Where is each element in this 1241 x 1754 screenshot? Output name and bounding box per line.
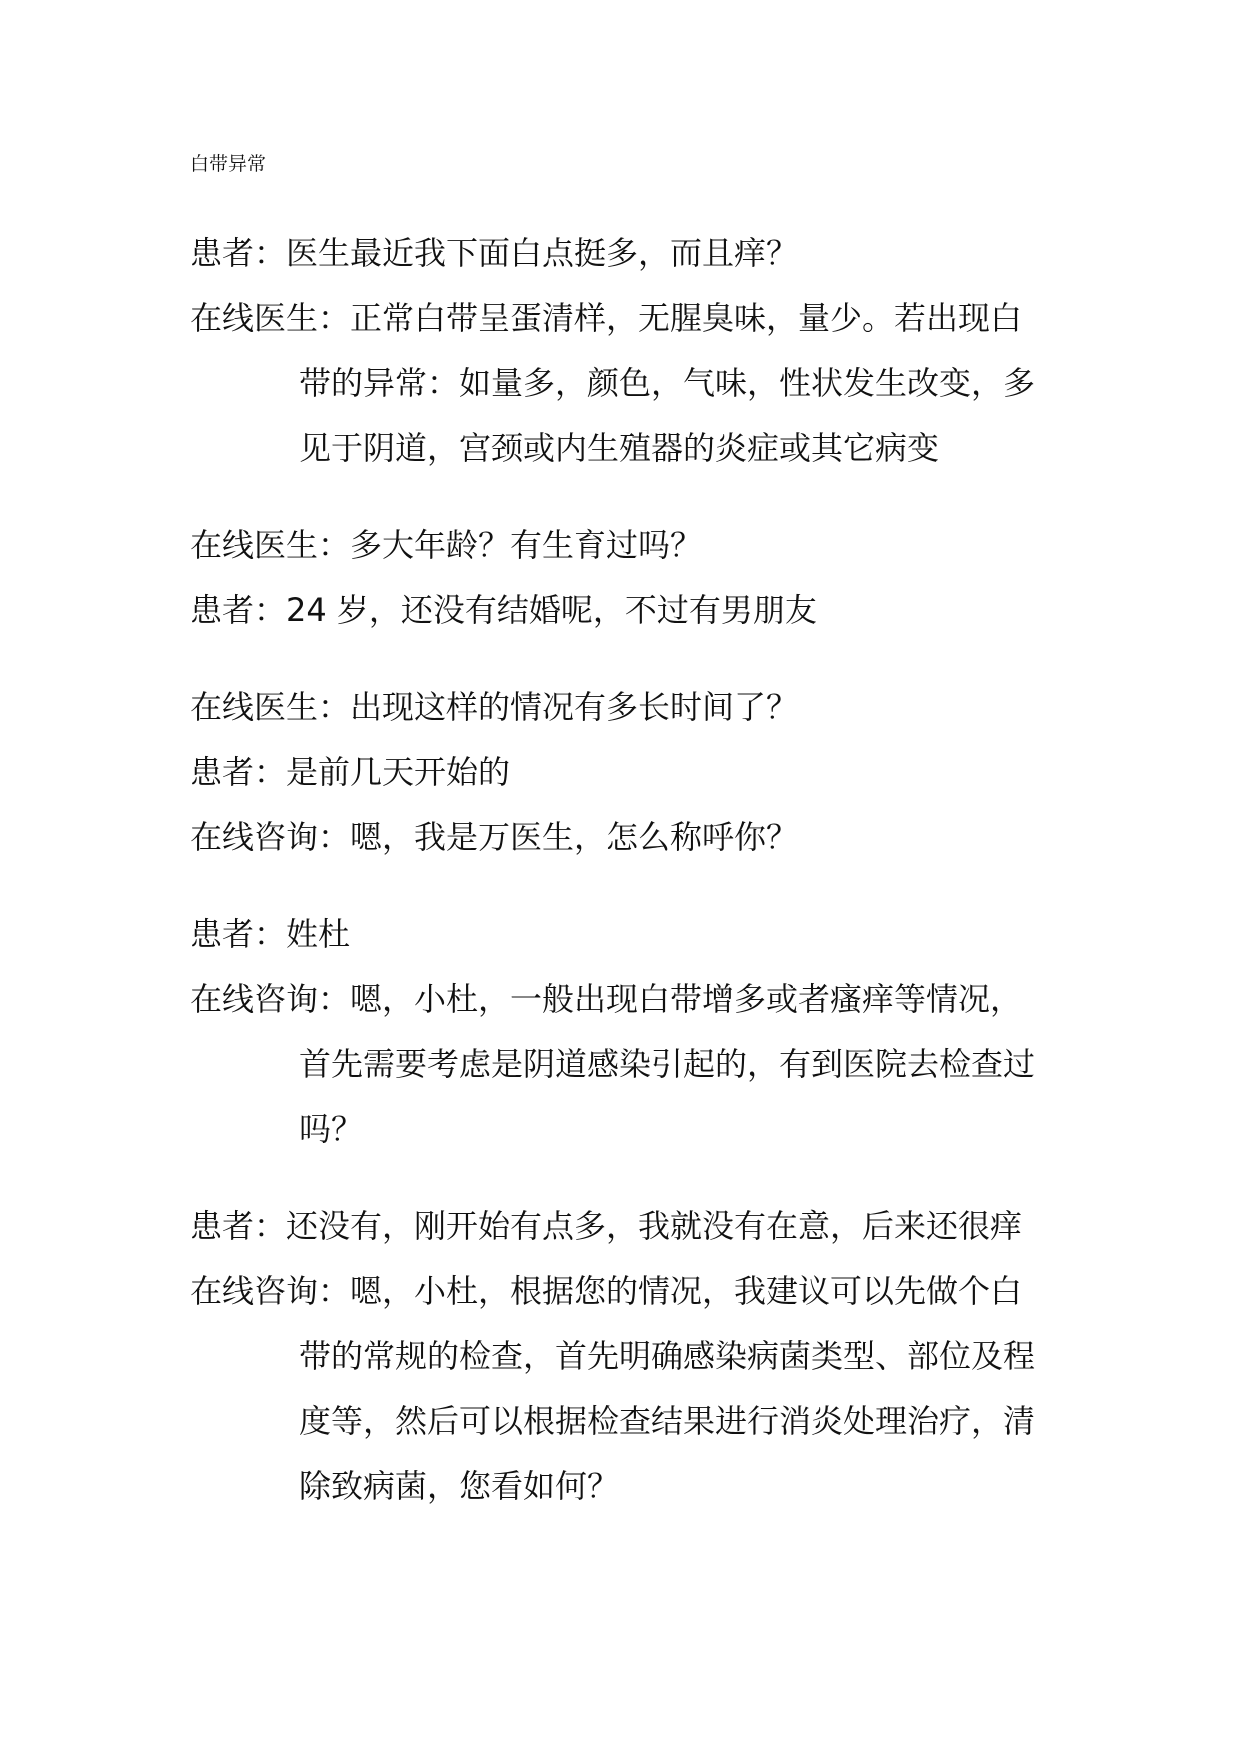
- colon: ：: [254, 915, 287, 953]
- speaker-label: 在线医生: [190, 299, 319, 337]
- colon: ：: [318, 818, 351, 856]
- speaker-label: 在线咨询: [190, 1272, 319, 1310]
- message-line: 度等，然后可以根据检查结果进行消炎处理治疗，清: [299, 1402, 1036, 1440]
- dialogue-turn: [190, 1259, 1070, 1519]
- message-line: 是前几天开始的: [286, 753, 511, 791]
- dialogue-turn: [190, 286, 1070, 481]
- message-line: 除致病菌，您看如何？: [299, 1467, 620, 1505]
- speaker-label: 患者: [190, 1207, 255, 1245]
- message-line: 多大年龄？有生育过吗？: [350, 526, 703, 564]
- message-line: 24 岁，还没有结婚呢，不过有男朋友: [286, 591, 817, 629]
- colon: ：: [254, 591, 287, 629]
- colon: ：: [254, 753, 287, 791]
- speaker-label: 在线咨询: [190, 980, 319, 1018]
- colon: ：: [254, 1207, 287, 1245]
- message-line: 吗？: [299, 1110, 364, 1148]
- colon: ：: [318, 526, 351, 564]
- dialogue-turn: [190, 1194, 1070, 1259]
- colon: ：: [318, 980, 351, 1018]
- speaker-label: 在线医生: [190, 688, 319, 726]
- dialogue-turn: [190, 902, 1070, 967]
- dialogue-turn: [190, 578, 1070, 643]
- speaker-label: 患者: [190, 591, 255, 629]
- message-line: 正常白带呈蛋清样，无腥臭味，量少。若出现白: [350, 299, 1023, 337]
- message-line: 还没有，刚开始有点多，我就没有在意，后来还很痒: [286, 1207, 1023, 1245]
- speaker-label: 患者: [190, 753, 255, 791]
- speaker-label: 在线医生: [190, 526, 319, 564]
- message-line: 首先需要考虑是阴道感染引起的，有到医院去检查过: [299, 1045, 1036, 1083]
- colon: ：: [318, 1272, 351, 1310]
- message-line: 带的异常：如量多，颜色，气味，性状发生改变，多: [299, 364, 1036, 402]
- speaker-label: 患者: [190, 915, 255, 953]
- message-line: 见于阴道，宫颈或内生殖器的炎症或其它病变: [299, 429, 940, 467]
- message-line: 姓杜: [286, 915, 351, 953]
- message-line: 医生最近我下面白点挺多，而且痒？: [286, 234, 799, 272]
- colon: ：: [254, 234, 287, 272]
- message-line: 嗯，小杜，一般出现白带增多或者瘙痒等情况，: [350, 980, 1023, 1018]
- speaker-label: 患者: [190, 234, 255, 272]
- message-line: 出现这样的情况有多长时间了？: [350, 688, 799, 726]
- dialogue: [190, 221, 1070, 1519]
- dialogue-turn: [190, 513, 1070, 578]
- colon: ：: [318, 299, 351, 337]
- message-line: 带的常规的检查，首先明确感染病菌类型、部位及程: [299, 1337, 1036, 1375]
- message-line: 嗯，我是万医生，怎么称呼你？: [350, 818, 799, 856]
- speaker-label: 在线咨询: [190, 818, 319, 856]
- dialogue-turn: [190, 740, 1070, 805]
- dialogue-turn: [190, 967, 1070, 1162]
- document-title: 白带异常: [190, 153, 267, 175]
- dialogue-turn: [190, 805, 1070, 870]
- dialogue-turn: [190, 221, 1070, 286]
- colon: ：: [318, 688, 351, 726]
- dialogue-turn: [190, 675, 1070, 740]
- message-line: 嗯，小杜，根据您的情况，我建议可以先做个白: [350, 1272, 1023, 1310]
